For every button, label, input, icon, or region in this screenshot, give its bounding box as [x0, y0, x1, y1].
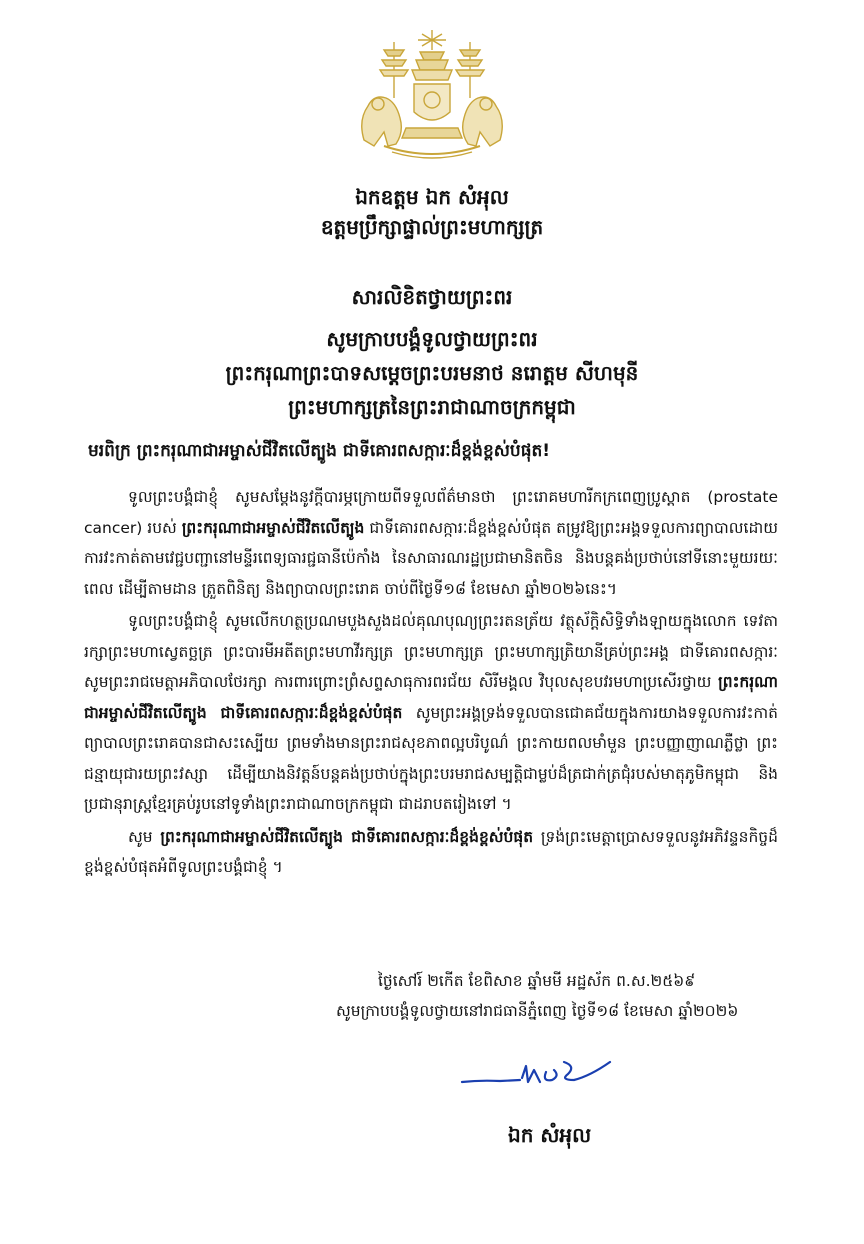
paragraph-text: សូមព្រះអង្គទ្រង់ទទួលបានជោគជ័យក្នុងការយាងទទួលការវះកាត់ព្យាបាលព្រះរោគបានជាសះស្បើយ ព្រមទាំងមានព្រះរាជសុខភាពល្អបរិបូណ៌ ព្រះកាយពលមាំមួន ព្រះបញ្ញាញាណភ្លឺថ្លា ព្រះជន្មាយុជារយព្រះវស្សា ដើម្បីយាងនិវត្តន៍បន្តគង់ប្រថាប់ក្នុងព្រះបរមរាជសម្បត្តិជាម្លប់ដ៏ត្រជាក់ត្រជុំរបស់មាតុភូមិកម្ពុជា និងប្រជានុរាស្ត្រខ្មែរគ្រប់រូបនៅទូទាំងព្រះរាជាណាចក្រកម្ពុជា ជាដរាបតរៀងទៅ ។	[84, 703, 778, 813]
paragraph-emphasis: ព្រះករុណាជាអម្ចាស់ជីវិតលើត្បូង	[181, 518, 365, 537]
paragraph-text: ទ្រង់ព្រះមេត្តាប្រោសទទួលនូវអភិវន្ទនកិច្ចដ៏ខ្ពង់ខ្ពស់បំផុតអំពីទូលព្រះបង្គំជាខ្ញុំ ។	[84, 827, 778, 876]
lunar-date: ថ្ងៃសៅរ៍ ២កើត ខែពិសាខ ឆ្នាំមមី អដ្ឋស័ក ព.ស.២៥៦៩	[378, 972, 696, 990]
letter-body	[84, 482, 778, 885]
paragraph-emphasis: ព្រះករុណាជាអម្ចាស់ជីវិតលើត្បូង ជាទីគោរពសក្ការៈដ៏ខ្ពង់ខ្ពស់បំផុត	[84, 673, 778, 722]
handwritten-signature	[460, 1052, 630, 1092]
letter-subject-line: មរពិក្រ ព្រះករុណាជាអម្ចាស់ជីវិតលើត្បូង ជាទីគោរពសក្ការៈដ៏ខ្ពង់ខ្ពស់បំផុត!	[88, 441, 551, 461]
date-block	[336, 966, 776, 1026]
paragraph-text: ទូលព្រះបង្គំជាខ្ញុំ សូមសម្ដែងនូវក្ដីបារម្ភក្រោយពីទទួលព័ត៌មានថា ព្រះរោគមហារីកក្រពេញប្រូស្តាត (prostate cancer) របស់	[84, 488, 778, 537]
document-type-heading: សារលិខិតថ្វាយព្រះពរ	[351, 285, 513, 309]
recipient-title: ព្រះមហាក្សត្រនៃព្រះរាជាណាចក្រកម្ពុជា	[288, 395, 576, 419]
recipient-name: ព្រះករុណាព្រះបាទសម្ដេចព្រះបរមនាថ នរោត្តម សីហមុនី	[225, 361, 639, 385]
body-paragraph-3	[84, 822, 778, 883]
body-paragraph-2	[84, 606, 778, 820]
body-paragraph-1	[84, 482, 778, 604]
royal-coat-of-arms-emblem	[344, 28, 520, 162]
sender-title: ឧត្តមប្រឹក្សាផ្ទាល់ព្រះមហាក្សត្រ	[320, 215, 544, 239]
paragraph-text: ទូលព្រះបង្គំជាខ្ញុំ សូមលើកហត្ថប្រណមបួងសួងដល់គុណបុណ្យព្រះរតនត្រ័យ វត្ថុស័ក្ដិសិទ្ធិទាំងឡាយក្នុងលោក ទេវតារក្សាព្រះមហាស្វេតច្ឆត្រ ព្រះបារមីអតីតព្រះមហាវីរក្សត្រ ព្រះមហាក្សត្រ ព្រះមហាក្សត្រិយានីគ្រប់ព្រះអង្គ ជាទីគោរពសក្ការៈ សូមព្រះរាជមេត្តាអភិបាលថែរក្សា ការពារព្រោះព្រំសព្ទសាធុការពរជ័យ សិរីមង្គល វិបុលសុខបវរមហាប្រសើរថ្វាយ	[84, 612, 778, 691]
paragraph-emphasis: ព្រះករុណាជាអម្ចាស់ជីវិតលើត្បូង ជាទីគោរពសក្ការៈដ៏ខ្ពង់ខ្ពស់បំផុត	[160, 827, 534, 846]
paragraph-text: សូម	[128, 827, 161, 846]
recipient-salutation: សូមក្រាបបង្គំទូលថ្វាយព្រះពរ	[326, 327, 538, 351]
paragraph-text: ជាទីគោរពសក្ការៈដ៏ខ្ពង់ខ្ពស់បំផុត តម្រូវឱ្យព្រះអង្គទទួលការព្យាបាលដោយការវះកាត់តាមវេជ្ជបញ្ជានៅមន្ទីរពេទ្យធារជ្ជធានីប៉េកាំង នៃសាធារណរដ្ឋប្រជាមានិតចិន និងបន្តគង់ប្រថាប់នៅទីនោះមួយរយៈពេល ដើម្បីតាមដាន ត្រួតពិនិត្យ និងព្យាបាលព្រះរោគ ចាប់ពីថ្ងៃទី១៨ ខែមេសា ឆ្នាំ២០២៦នេះ។	[84, 518, 778, 598]
signer-name: ឯក សំអុល	[508, 1123, 592, 1147]
sender-name: ឯកឧត្តម ឯក សំអុល	[355, 185, 509, 209]
solar-date-and-place: សូមក្រាបបង្គំទូលថ្វាយនៅរាជធានីភ្នំពេញ ថ្ងៃទី១៨ ខែមេសា ឆ្នាំ២០២៦	[336, 1002, 739, 1020]
